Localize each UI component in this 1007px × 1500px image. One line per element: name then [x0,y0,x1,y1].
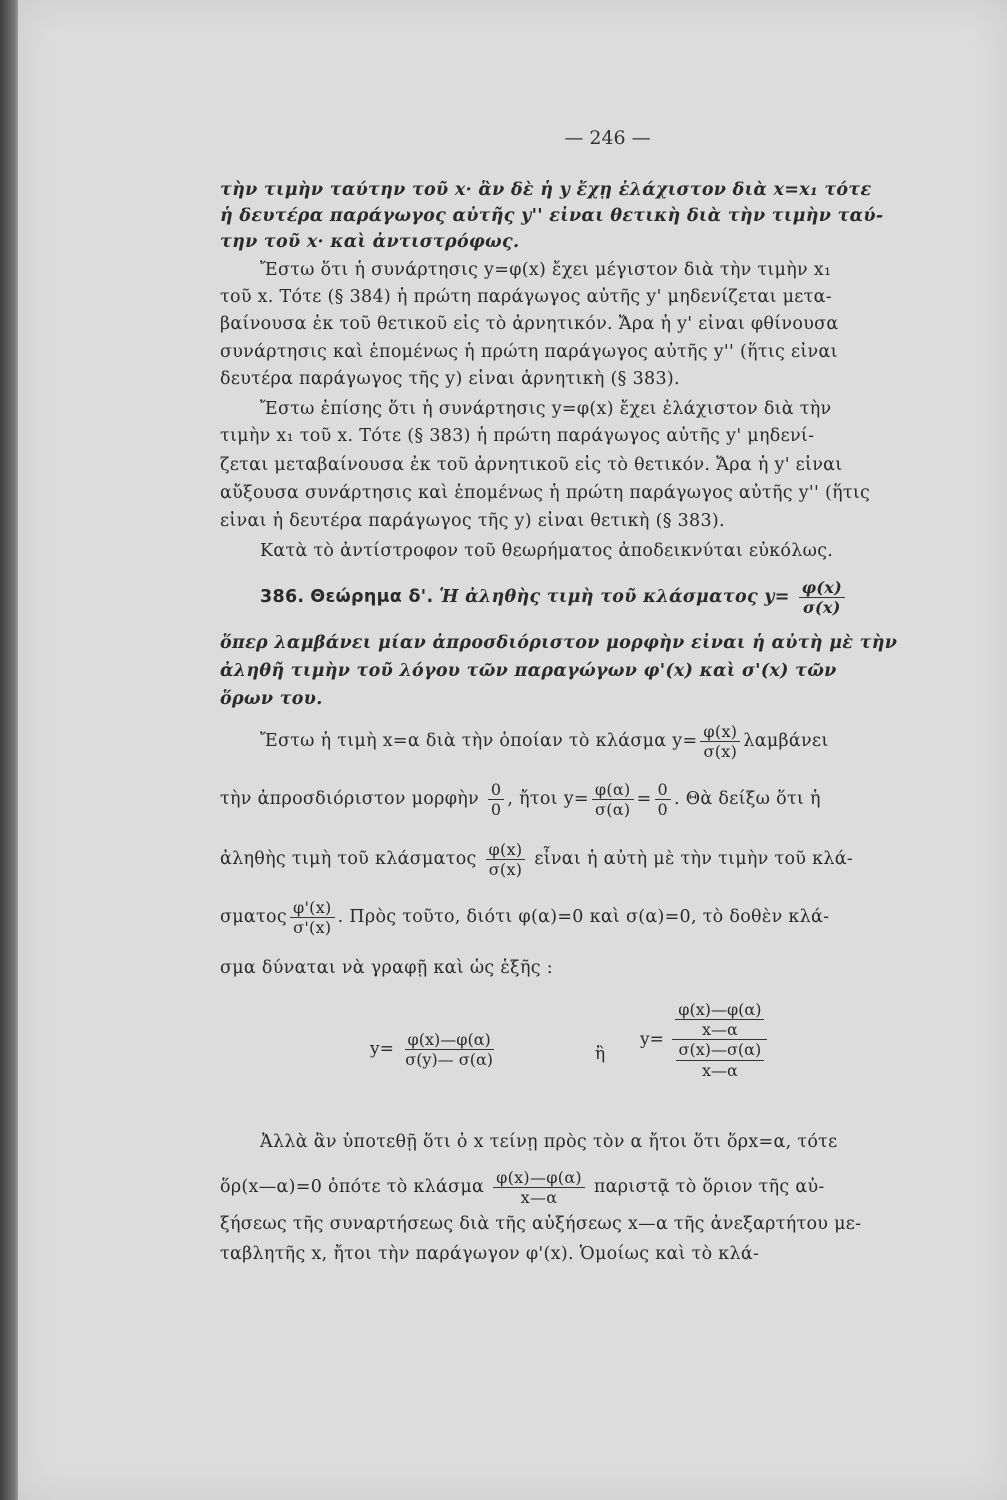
display-equation-left: y= $\frac{\varphi(x)—\varphi(\alpha)}{\sigma(y)— \sigma(\alpha)}$ [370,1030,499,1069]
text-line: ἡ δευτέρα παράγωγος αὐτῆς y'' εἶναι θετικὴ διὰ τὴν τιμὴν ταύ- [220,206,884,226]
fraction: $\frac{\varphi(x)—\varphi(\alpha)}{\sigma(y)— \sigma(\alpha)}$ [405,1030,494,1070]
text-line: Ἔστω ἐπίσης ὅτι ἡ συνάρτησις y=φ(x) ἔχει ἐλάχιστον διὰ τὴν [260,399,832,419]
compound-fraction: φ(x)—φ(α) x—α σ(x)—σ(α) x—α [672,1000,767,1080]
page-number: — 246 — [564,127,651,149]
text-line: ζεται μεταβαίνουσα ἐκ τοῦ ἀρνητικοῦ εἰς τὸ θετικόν. Ἄρα ἡ y' εἶναι [220,455,843,475]
text-line: Ἔστω ὅτι ἡ συνάρτησις y=φ(x) ἔχει μέγιστον διὰ τὴν τιμὴν x₁ [260,260,832,280]
display-or: ἢ [595,1044,606,1064]
fraction: $\frac{0}{0}$ [655,780,671,819]
text-line: βαίνουσα ἐκ τοῦ θετικοῦ εἰς τὸ ἀρνητικόν. Ἄρα ἡ y' εἶναι φθίνουσα [220,314,839,334]
text-line: τοῦ x. Τότε (§ 384) ἡ πρώτη παράγωγος αὐτῆς y' μηδενίζεται μετα- [220,287,832,307]
text-line: ὅρ(x—α)=0 ὁπότε τὸ κλάσμα $\frac{\varphi(x)—\varphi(\alpha)}{x—\alpha}$ παριστᾷ τὸ ὅριον τῆς αὐ- [220,1168,825,1208]
book-page [18,0,1007,1500]
display-equation-right: y= φ(x)—φ(α) x—α σ(x)—σ(α) x—α [640,1000,770,1080]
text-line: την τοῦ x· καὶ ἀντιστρόφως. [220,232,520,252]
proof-line: ἀληθὴς τιμὴ τοῦ κλάσματος $\frac{\varphi(x)}{\sigma(x)}$ εἶναι ἡ αὐτὴ μὲ τὴν τιμὴν τοῦ κλά- [220,840,854,880]
text-line: ὅρων του. [220,689,323,709]
text-line: ξήσεως τῆς συναρτήσεως διὰ τῆς αὐξήσεως x—α τῆς ἀνεξαρτήτου με- [220,1214,862,1234]
text-line: ἀληθῆ τιμὴν τοῦ λόγου τῶν παραγώγων φ'(x) καὶ σ'(x) τῶν [220,661,837,681]
fraction: $\frac{0}{0}$ [488,780,504,819]
proof-line: σμα δύναται νὰ γραφῇ καὶ ὡς ἑξῆς : [220,958,553,978]
theorem-text: Ἡ ἀληθὴς τιμὴ τοῦ κλάσματος y= [439,587,790,608]
proof-line: σματος $\frac{\varphi'(x)}{\sigma'(x)}$ . Πρὸς τοῦτο, διότι φ(α)=0 καὶ σ(α)=0, τὸ δοθὲν κλά- [220,898,830,938]
text-line: ὅπερ λαμβάνει μίαν ἀπροσδιόριστον μορφὴν εἶναι ἡ αὐτὴ μὲ τὴν [220,633,898,653]
theorem-heading [220,578,1007,617]
book-spine-shadow [0,0,18,1500]
theorem-number: 386. [260,587,305,608]
fraction: $\frac{\varphi(x)—\varphi(\alpha)}{x—\alpha}$ [493,1168,585,1207]
text-line: συνάρτησις καὶ ἑπομένως ἡ πρώτη παράγωγος αὐτῆς y'' (ἥτις εἶναι [220,342,838,362]
fraction: $\frac{\varphi'(x)}{\sigma'(x)}$ [290,898,335,937]
text-line: δευτέρα παράγωγος τῆς y) εἶναι ἀρνητικὴ (§ 383). [220,369,680,389]
text-line: τὴν τιμὴν ταύτην τοῦ x· ἂν δὲ ἡ y ἔχῃ ἐλάχιστον διὰ x=x₁ τότε [220,180,872,200]
text-line: τιμὴν x₁ τοῦ x. Τότε (§ 383) ἡ πρώτη παράγωγος αὐτῆς y' μηδενί- [220,426,815,446]
fraction: $\frac{\varphi(\alpha)}{\sigma(\alpha)}$ [592,780,634,819]
proof-line: τὴν ἀπροσδιόριστον μορφὴν $\frac{0}{0}$ , ἤτοι y= $\frac{\varphi(\alpha)}{\sigma(\alpha)}$ = $\frac{0}{0}$ . Θὰ δείξω ὅτι ἡ [220,780,821,820]
text-line: ταβλητῆς x, ἤτοι τὴν παράγωγον φ'(x). Ὁμοίως καὶ τὸ κλά- [220,1244,760,1264]
theorem-title: Θεώρημα δ'. [310,587,434,608]
proof-line: Ἔστω ἡ τιμὴ x=α διὰ τὴν ὁποίαν τὸ κλάσμα y= $\frac{\varphi(x)}{\sigma(x)}$ λαμβάνει [260,722,829,762]
text-line: Κατὰ τὸ ἀντίστροφον τοῦ θεωρήματος ἀποδεικνύται εὐκόλως. [260,541,834,561]
fraction: $\frac{\varphi(x)}{\sigma(x)}$ [486,840,526,879]
fraction: $\frac{\varphi(x)}{\sigma(x)}$ [700,722,740,761]
text-line: Ἀλλὰ ἂν ὑποτεθῇ ὅτι ὁ x τείνῃ πρὸς τὸν α ἤτοι ὅτι ὅρx=α, τότε [260,1132,838,1152]
text-line: αὔξουσα συνάρτησις καὶ ἑπομένως ἡ πρώτη παράγωγος αὐτῆς y'' (ἥτις [220,483,871,503]
theorem-fraction: $\frac{\varphi(x)}{\sigma(x)}$ [799,578,845,617]
text-line: εἶναι ἡ δευτέρα παράγωγος τῆς y) εἶναι θετικὴ (§ 383). [220,511,725,531]
